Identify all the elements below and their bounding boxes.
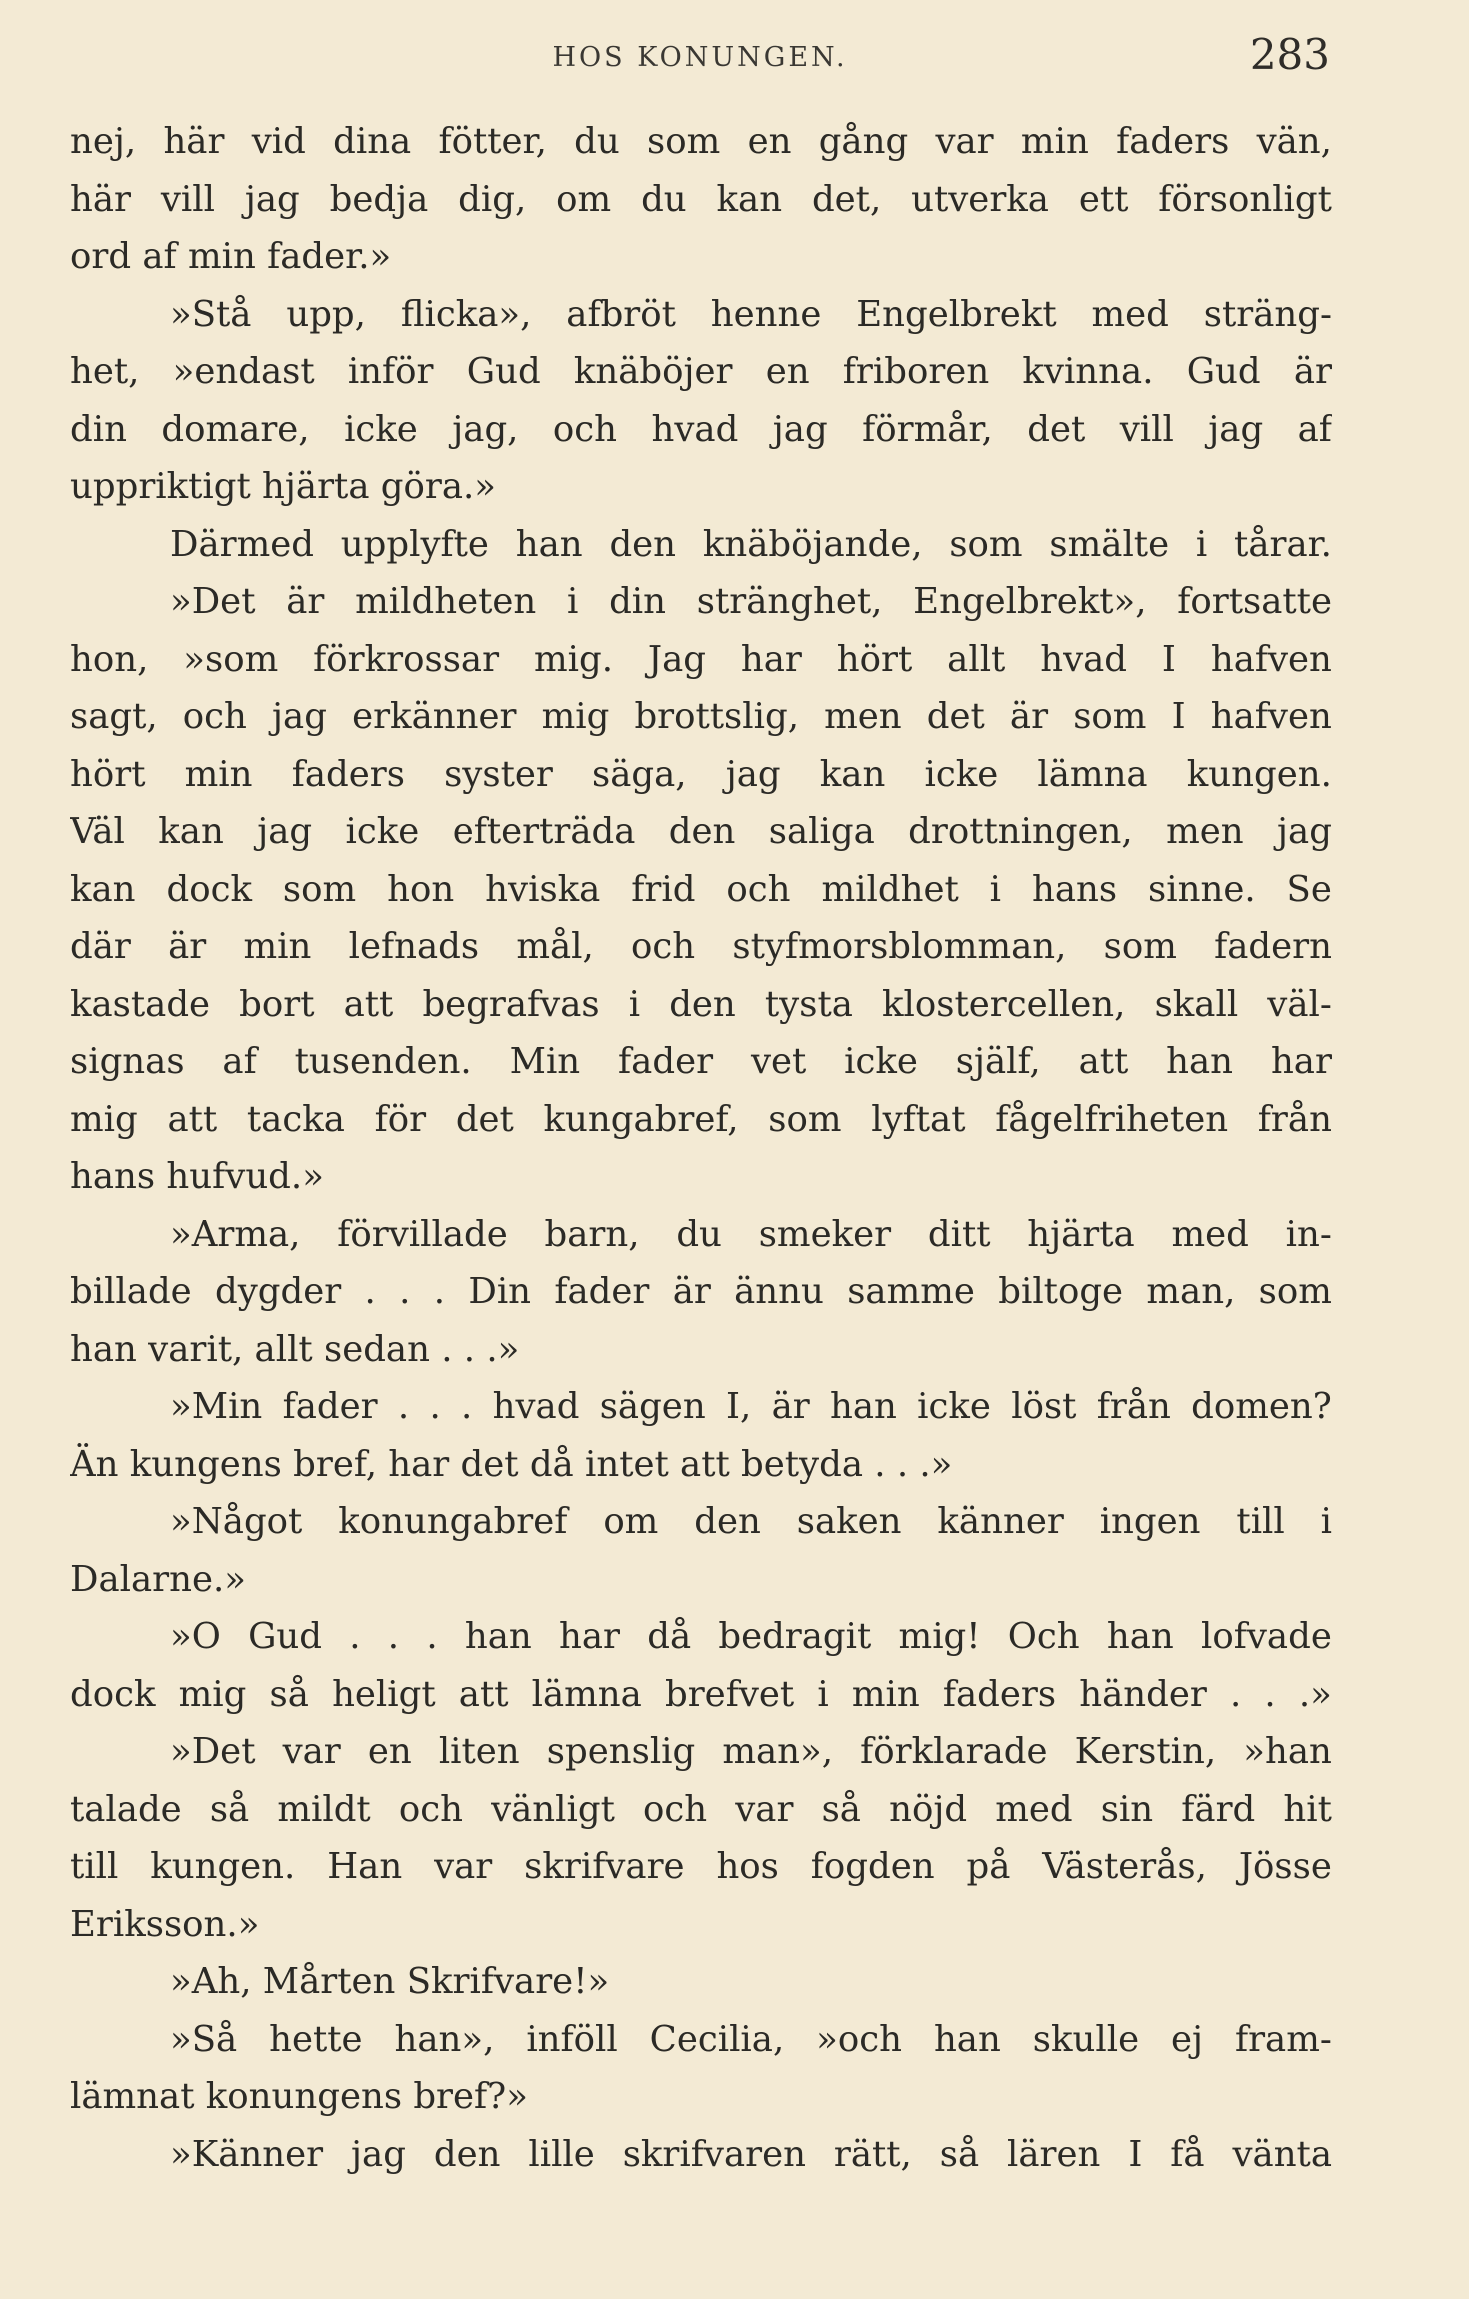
- page-number: 283: [1249, 30, 1330, 79]
- text-line: billade dygder . . . Din fader är ännu samme biltoge man, som: [70, 1271, 1332, 1312]
- text-line: talade så mildt och vänligt och var så nöjd med sin färd hit: [70, 1788, 1332, 1830]
- text-line: Än kungens bref, har det då intet att betyda . . .»: [70, 1443, 953, 1485]
- text-line: »Så hette han», inföll Cecilia, »och han skulle ej fram-: [170, 2018, 1332, 2060]
- text-line: hon, »som förkrossar mig. Jag har hört allt hvad I hafven: [70, 638, 1332, 680]
- text-line: din domare, icke jag, och hvad jag förmår, det vill jag af: [70, 408, 1332, 450]
- body-text: [70, 113, 1332, 2183]
- text-line: Väl kan jag icke efterträda den saliga drottningen, men jag: [70, 811, 1332, 852]
- text-line: »O Gud . . . han har då bedragit mig! Och han lofvade: [170, 1616, 1332, 1657]
- text-line: kastade bort att begrafvas i den tysta klostercellen, skall väl-: [70, 983, 1332, 1025]
- text-line: signas af tusenden. Min fader vet icke själf, att han har: [70, 1041, 1332, 1082]
- text-line: hört min faders syster säga, jag kan icke lämna kungen.: [70, 753, 1332, 795]
- text-line: nej, här vid dina fötter, du som en gång var min faders vän,: [70, 121, 1332, 162]
- text-line: ord af min fader.»: [70, 236, 392, 277]
- text-line: »Det var en liten spenslig man», förklarade Kerstin, »han: [170, 1731, 1332, 1772]
- text-line: »Det är mildheten i din stränghet, Engelbrekt», fortsatte: [170, 581, 1332, 622]
- text-line: där är min lefnads mål, och styfmorsblomman, som fadern: [70, 926, 1332, 967]
- text-line: Därmed upplyfte han den knäböjande, som smälte i tårar.: [170, 523, 1332, 565]
- running-title: HOS KONUNGEN.: [552, 42, 848, 73]
- text-line: här vill jag bedja dig, om du kan det, utverka ett försonligt: [70, 178, 1332, 220]
- text-line: sagt, och jag erkänner mig brottslig, men det är som I hafven: [70, 696, 1332, 737]
- text-line: lämnat konungens bref?»: [70, 2076, 528, 2117]
- text-line: »Något konungabref om den saken känner ingen till i: [170, 1501, 1332, 1542]
- text-line: »Stå upp, flicka», afbröt henne Engelbrekt med sträng-: [170, 293, 1332, 335]
- text-line: »Arma, förvillade barn, du smeker ditt hjärta med in-: [170, 1213, 1332, 1255]
- running-head: [70, 30, 1330, 90]
- text-line: Eriksson.»: [70, 1903, 260, 1945]
- text-line: het, »endast inför Gud knäböjer en friboren kvinna. Gud är: [70, 351, 1332, 392]
- text-line: till kungen. Han var skrifvare hos fogden på Västerås, Jösse: [70, 1846, 1332, 1887]
- text-line: Dalarne.»: [70, 1558, 246, 1600]
- text-line: dock mig så heligt att lämna brefvet i min faders händer . . .»: [70, 1673, 1332, 1715]
- text-line: mig att tacka för det kungabref, som lyftat fågelfriheten från: [70, 1098, 1332, 1140]
- text-line: han varit, allt sedan . . .»: [70, 1328, 520, 1370]
- text-line: »Ah, Mårten Skrifvare!»: [170, 1961, 610, 2002]
- text-line: hans hufvud.»: [70, 1156, 324, 1197]
- text-line: »Min fader . . . hvad sägen I, är han icke löst från domen?: [170, 1386, 1332, 1427]
- text-line: »Känner jag den lille skrifvaren rätt, så lären I få vänta: [170, 2133, 1332, 2175]
- text-line: kan dock som hon hviska frid och mildhet i hans sinne. Se: [70, 868, 1332, 910]
- text-line: uppriktigt hjärta göra.»: [70, 466, 496, 507]
